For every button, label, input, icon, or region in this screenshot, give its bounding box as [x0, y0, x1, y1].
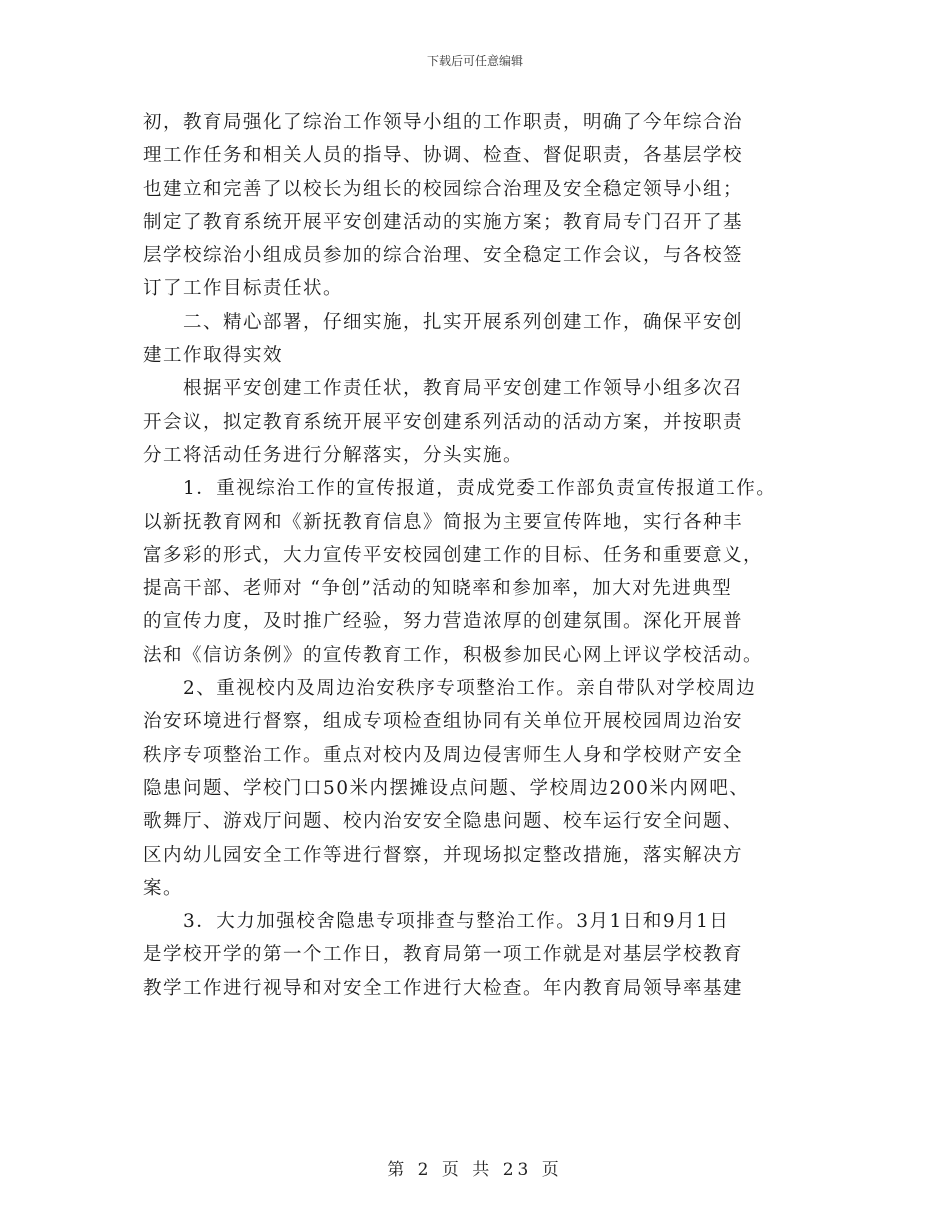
text-line: 以新抚教育网和《新抚教育信息》简报为主要宣传阵地，实行各种丰: [143, 511, 744, 533]
text-line: 2、重视校内及周边治安秩序专项整治工作。亲自带队对学校周边: [183, 678, 757, 700]
text-line: 隐患问题、学校门口50米内摆摊设点问题、学校周边200米内网吧、: [143, 777, 750, 799]
text-line: 开会议，拟定教育系统开展平安创建系列活动的活动方案，并按职责: [143, 411, 744, 433]
text-line: 法和《信访条例》的宣传教育工作，积极参加民心网上评议学校活动。: [143, 644, 764, 666]
paragraph-item-2: [143, 672, 833, 905]
text-line: 歌舞厅、游戏厅问题、校内治安安全隐患问题、校车运行安全问题、: [143, 811, 744, 833]
document-body: [143, 106, 833, 1005]
paragraph-item-1: [143, 472, 833, 672]
text-line: 区内幼儿园安全工作等进行督察，并现场拟定整改措施，落实解决方: [143, 844, 744, 866]
text-line: 初，教育局强化了综治工作领导小组的工作职责，明确了今年综合治: [143, 112, 744, 133]
text-line: 富多彩的形式，大力宣传平安校园创建工作的目标、任务和重要意义，: [143, 544, 764, 566]
text-line: 理工作任务和相关人员的指导、协调、检查、督促职责，各基层学校: [143, 145, 744, 167]
paragraph-1: [143, 106, 833, 306]
text-line: 建工作取得实效: [143, 345, 284, 367]
text-line: 二、精心部署，仔细实施，扎实开展系列创建工作，确保平安创: [183, 311, 744, 333]
text-line: 也建立和完善了以校长为组长的校园综合治理及安全稳定领导小组；: [143, 178, 744, 200]
text-line: 提高干部、老师对 “争创”活动的知晓率和参加率，加大对先进典型: [143, 578, 733, 600]
text-line: 1．重视综治工作的宣传报道，责成党委工作部负责宣传报道工作。: [183, 478, 777, 500]
paragraph-3: [143, 372, 833, 472]
text-line: 的宣传力度，及时推广经验，努力营造浓厚的创建氛围。深化开展普: [143, 611, 744, 633]
text-line: 3．大力加强校舍隐患专项排查与整治工作。3月1日和9月1日: [183, 911, 730, 933]
text-line: 分工将活动任务进行分解落实，分头实施。: [143, 444, 524, 466]
text-line: 教学工作进行视导和对安全工作进行大检查。年内教育局领导率基建: [143, 977, 744, 999]
text-line: 案。: [143, 877, 184, 899]
text-line: 是学校开学的第一个工作日，教育局第一项工作就是对基层学校教育: [143, 944, 744, 966]
paragraph-item-3: [143, 905, 833, 1005]
section-heading-2: [143, 306, 833, 373]
text-line: 治安环境进行督察，组成专项检查组协同有关单位开展校园周边治安: [143, 711, 744, 733]
text-line: 制定了教育系统开展平安创建活动的实施方案；教育局专门召开了基: [143, 211, 744, 233]
page-header: 下载后可任意编辑: [426, 54, 523, 68]
text-line: 层学校综治小组成员参加的综合治理、安全稳定工作会议，与各校签: [143, 245, 744, 267]
text-line: 根据平安创建工作责任状，教育局平安创建工作领导小组多次召: [183, 378, 744, 400]
text-line: 订了工作目标责任状。: [143, 278, 344, 300]
page-number-footer: 第 2 页 共 23 页: [387, 1160, 563, 1180]
text-line: 秩序专项整治工作。重点对校内及周边侵害师生人身和学校财产安全: [143, 744, 744, 766]
